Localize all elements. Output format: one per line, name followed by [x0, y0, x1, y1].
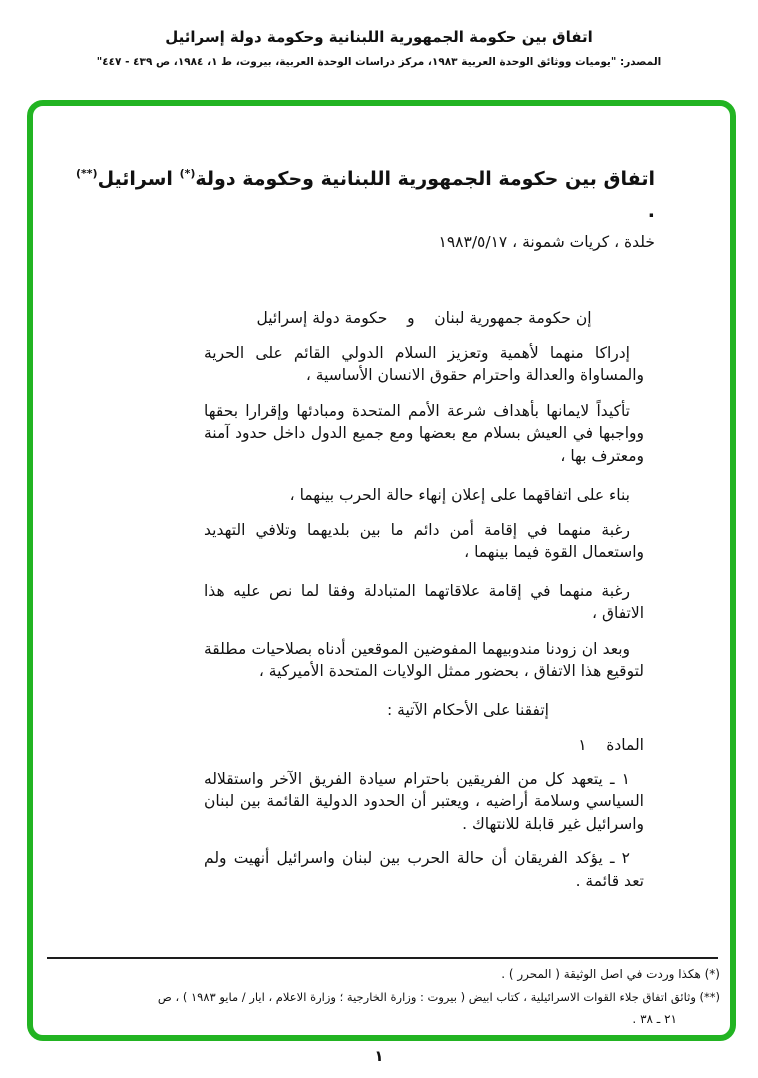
article-1-clause-2: ٢ ـ يؤكد الفريقان أن حالة الحرب بين لبنان واسرائيل أنهيت ولم تعد قائمة . — [204, 849, 644, 890]
footnotes — [45, 964, 720, 1029]
agreement-frame — [27, 100, 736, 1041]
page-number: ١ — [374, 1047, 384, 1065]
preamble-clause: وبعد ان زودنا مندوبيهما المفوضين الموقعين أدناه بصلاحيات مطلقة لتوقيع هذا الاتفاق ، بحضور ممثل الولايات المتحدة الأميركية ، — [204, 639, 644, 680]
preamble-clause: تأكيداً لايمانها بأهداف شرعة الأمم المتحدة ومبادئها وإقرارا بحقها وواجبها في العيش بسلام مع بعضها ومع جميع الدول داخل حدود آمنة ومعترف بها ، — [204, 401, 644, 465]
dateline: خلدة ، كريات شمونة ، ١٩٨٣/٥/١٧ — [438, 233, 655, 251]
agreement-title-text-2: اسرائيل — [97, 168, 180, 190]
footnote-2-pages: ٢١ ـ ٣٨ . — [632, 1012, 677, 1026]
agreement-title-period: . — [647, 200, 655, 222]
preamble-clause: رغبة منهما في إقامة أمن دائم ما بين بلديهما وتلافي التهديد واستعمال القوة فيما بينهما ، — [204, 520, 644, 561]
agreement-title-text: اتفاق بين حكومة الجمهورية اللبنانية وحكومة دولة — [195, 168, 655, 190]
footnote-1: (*) هكذا وردت في اصل الوثيقة ( المحرر ) . — [501, 967, 720, 981]
footnote-ref-2: (**) — [76, 167, 98, 180]
article-1-heading: المادة ١ — [578, 736, 644, 754]
preamble-agreement-line: إتفقنا على الأحكام الآتية : — [387, 700, 549, 719]
preamble-clause: إدراكا منهما لأهمية وتعزيز السلام الدولي القائم على الحرية والمساواة والعدالة واحترام حقوق الانسان الأساسية ، — [204, 343, 644, 384]
agreement-body — [204, 307, 644, 892]
page-header — [0, 28, 758, 68]
footnote-ref-1: (*) — [179, 167, 196, 180]
preamble-clause: رغبة منهما في إقامة علاقاتهما المتبادلة وفقا لما نص عليه هذا الاتفاق ، — [204, 581, 644, 622]
footnote-separator — [47, 957, 718, 959]
preamble-clause: بناء على اتفاقهما على إعلان إنهاء حالة الحرب بينهما ، — [289, 486, 630, 504]
article-1-clause-1: ١ ـ يتعهد كل من الفريقين باحترام سيادة الفريق الآخر واستقلاله السياسي وسلامة أراضيه ، ويعتبر أن الحدود الدولية القائمة بين لبنان واسرائيل غير قابلة للانتهاك . — [204, 769, 644, 833]
agreement-title — [71, 158, 655, 227]
page-header-source: المصدر: "يوميات ووثائق الوحدة العربية ١٩٨٣، مركز دراسات الوحدة العربية، بيروت، ط ١، ١٩٨٤، ص ٤٣٩ - ٤٤٧" — [96, 56, 662, 68]
footnote-2: (**) وثائق اتفاق جلاء القوات الاسرائيلية ، كتاب ابيض ( بيروت : وزارة الخارجية ؛ وزارة الاعلام ، ايار / مايو ١٩٨٣ ) ، ص — [157, 990, 720, 1004]
page-header-title: اتفاق بين حكومة الجمهورية اللبنانية وحكومة دولة إسرائيل — [165, 28, 593, 46]
preamble-parties: إن حكومة جمهورية لبنان و حكومة دولة إسرائيل — [256, 309, 592, 327]
